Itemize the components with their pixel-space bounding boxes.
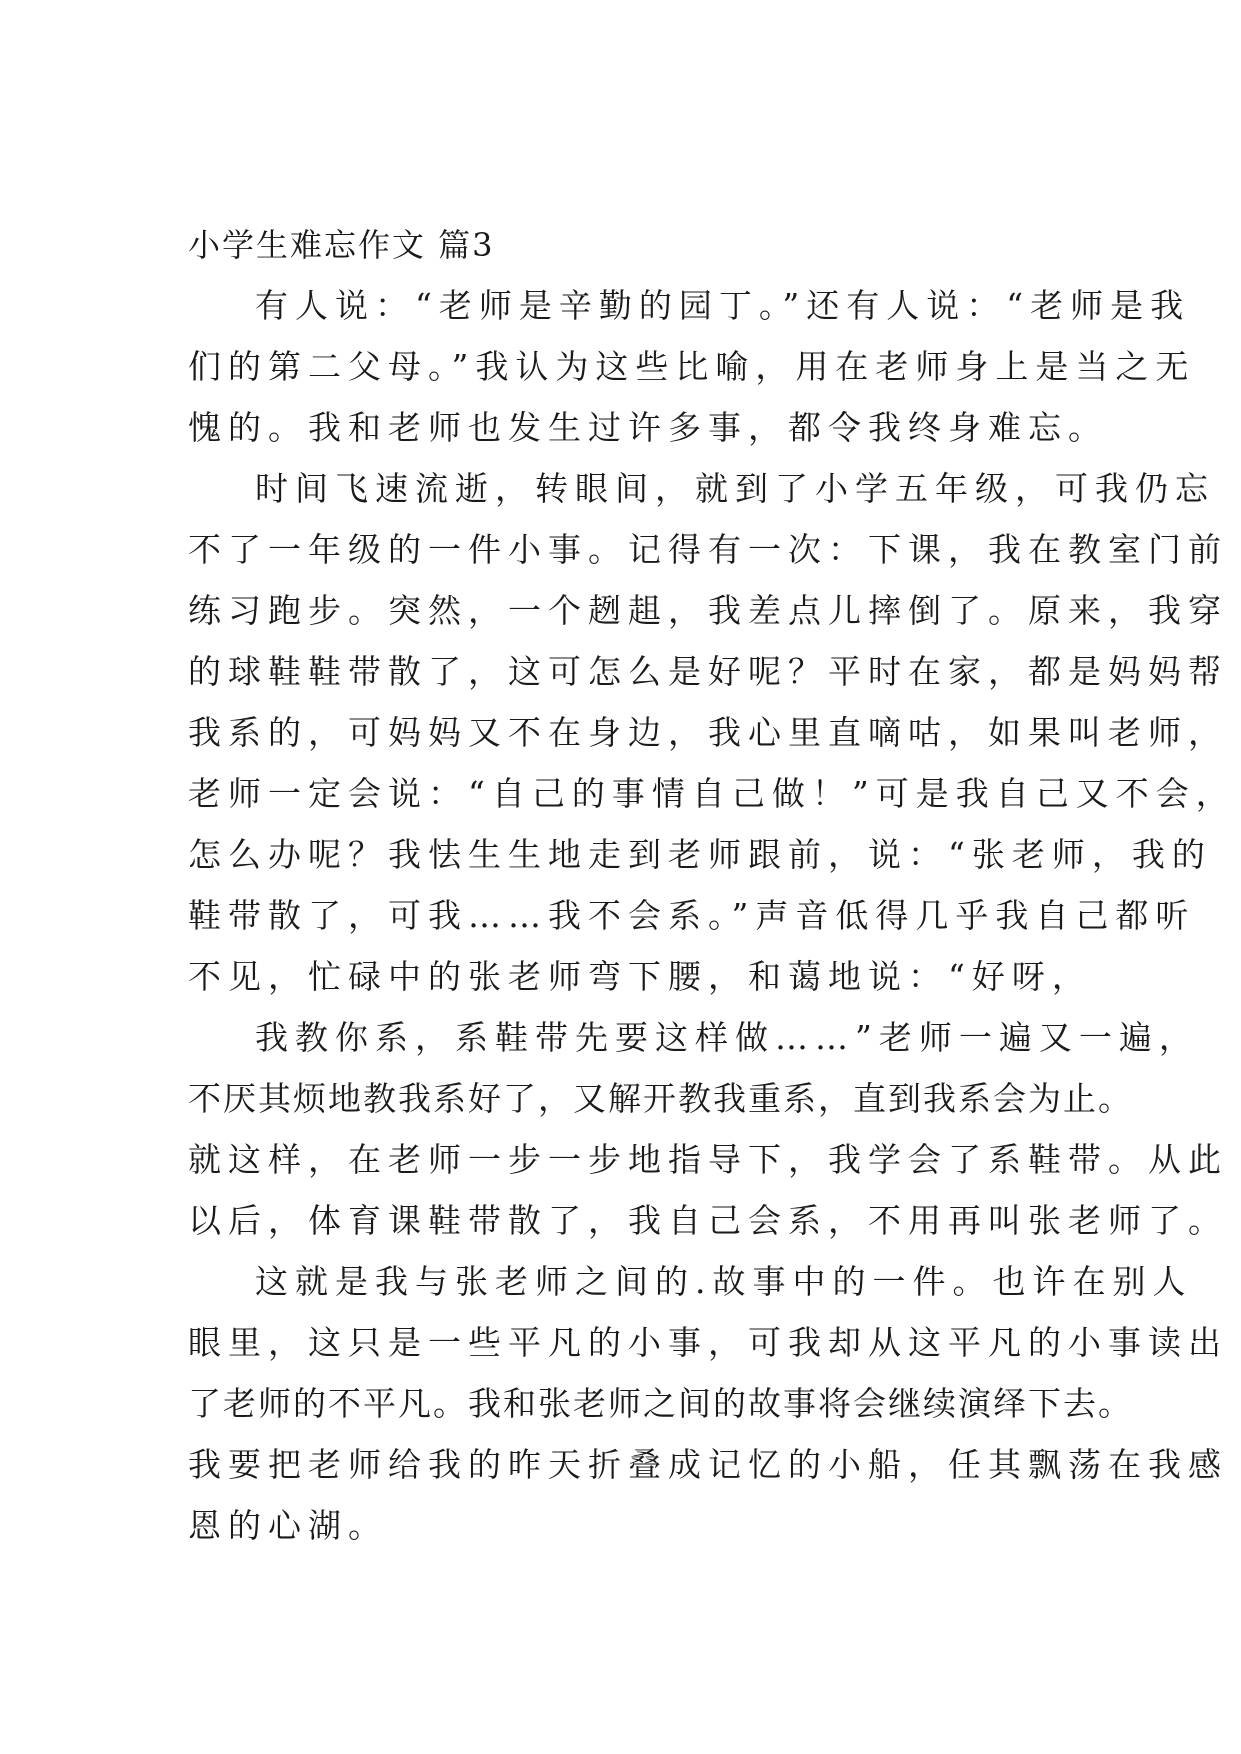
text-line-19: 了老师的不平凡。我和张老师之间的故事将会继续演绎下去。 — [188, 1384, 1133, 1423]
text-line-7: 的球鞋鞋带散了，这可怎么是好呢？平时在家，都是妈妈帮 — [188, 652, 1228, 691]
text-line-6: 练习跑步。突然，一个趔趄，我差点儿摔倒了。原来，我穿 — [188, 591, 1228, 630]
document-title: 小学生难忘作文 篇3 — [188, 226, 495, 264]
text-line-10: 怎么办呢？我怯生生地走到老师跟前，说：“张老师，我的 — [188, 835, 1212, 874]
text-line-16: 以后，体育课鞋带散了，我自己会系，不用再叫张老师了。 — [188, 1201, 1228, 1240]
text-line-4: 时间飞速流逝，转眼间，就到了小学五年级，可我仍忘 — [255, 469, 1215, 508]
text-line-14: 不厌其烦地教我系好了，又解开教我重系，直到我系会为止。 — [188, 1079, 1133, 1118]
text-line-2: 们的第二父母。”我认为这些比喻，用在老师身上是当之无 — [188, 347, 1196, 386]
text-line-12: 不见，忙碌中的张老师弯下腰，和蔼地说：“好呀， — [188, 957, 1092, 996]
text-line-15: 就这样，在老师一步一步地指导下，我学会了系鞋带。从此 — [188, 1140, 1228, 1179]
text-line-13: 我教你系，系鞋带先要这样做……”老师一遍又一遍， — [255, 1018, 1199, 1057]
text-line-3: 愧的。我和老师也发生过许多事，都令我终身难忘。 — [188, 408, 1108, 447]
text-line-11: 鞋带散了，可我……我不会系。”声音低得几乎我自己都听 — [188, 896, 1196, 935]
text-line-1: 有人说：“老师是辛勤的园丁。”还有人说：“老师是我 — [255, 286, 1191, 325]
text-line-17: 这就是我与张老师之间的.故事中的一件。也许在别人 — [255, 1262, 1193, 1301]
text-line-9: 老师一定会说：“自己的事情自己做！”可是我自己又不会， — [188, 774, 1236, 813]
text-line-18: 眼里，这只是一些平凡的小事，可我却从这平凡的小事读出 — [188, 1323, 1228, 1362]
text-line-21: 恩的心湖。 — [188, 1506, 388, 1545]
text-line-8: 我系的，可妈妈又不在身边，我心里直嘀咕，如果叫老师， — [188, 713, 1228, 752]
text-line-20: 我要把老师给我的昨天折叠成记忆的小船，任其飘荡在我感 — [188, 1445, 1228, 1484]
text-line-5: 不了一年级的一件小事。记得有一次：下课，我在教室门前 — [188, 530, 1228, 569]
